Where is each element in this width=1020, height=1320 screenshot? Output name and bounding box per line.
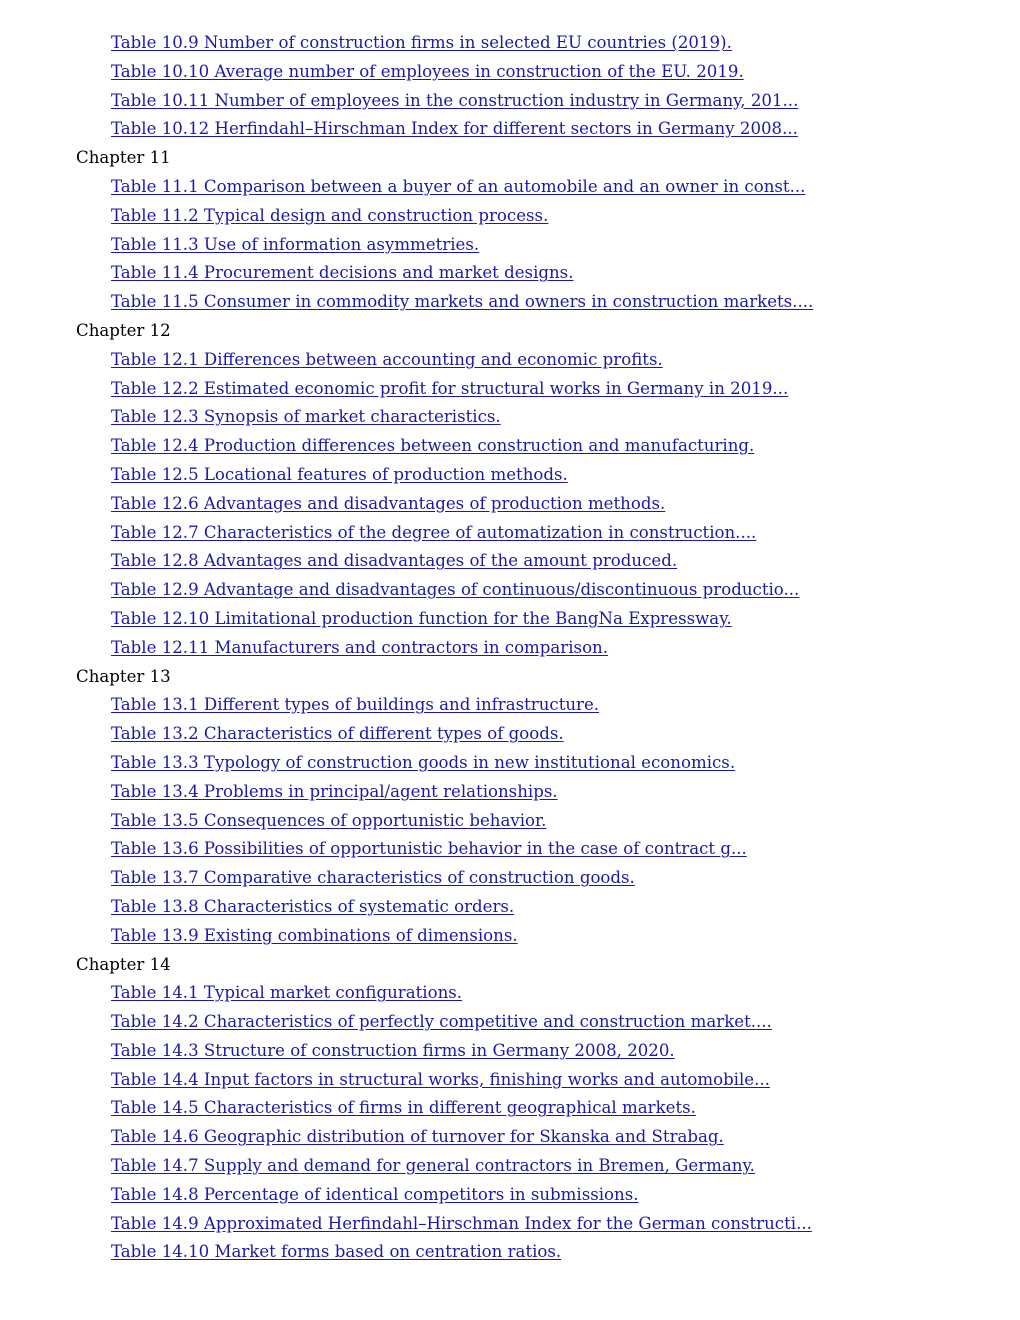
table-link[interactable]: Table 11.5 Consumer in commodity markets and owners in construction markets.... — [111, 292, 814, 312]
table-link[interactable]: Table 13.3 Typology of construction goods in new institutional economics. — [111, 752, 736, 772]
list-item — [0, 375, 1020, 404]
list-item — [0, 634, 1020, 663]
table-link[interactable]: Table 14.4 Input factors in structural works, finishing works and automobile... — [111, 1069, 770, 1089]
list-item — [0, 547, 1020, 576]
chapter-heading: Chapter 12 — [76, 320, 171, 340]
list-item — [0, 58, 1020, 87]
table-link[interactable]: Table 13.8 Characteristics of systematic orders. — [111, 896, 515, 916]
list-item — [0, 922, 1020, 951]
list-item — [0, 1037, 1020, 1066]
table-link[interactable]: Table 10.11 Number of employees in the construction industry in Germany, 201... — [111, 90, 799, 110]
list-item — [0, 864, 1020, 893]
list-item — [0, 490, 1020, 519]
list-item — [0, 1008, 1020, 1037]
table-link[interactable]: Table 12.8 Advantages and disadvantages of the amount produced. — [111, 551, 678, 571]
table-link[interactable]: Table 13.2 Characteristics of different types of goods. — [111, 724, 564, 744]
list-item — [0, 259, 1020, 288]
table-link[interactable]: Table 14.3 Structure of construction firms in Germany 2008, 2020. — [111, 1040, 675, 1060]
table-link[interactable]: Table 14.6 Geographic distribution of turnover for Skanska and Strabag. — [111, 1127, 724, 1147]
list-item — [0, 1210, 1020, 1239]
table-link[interactable]: Table 14.7 Supply and demand for general contractors in Bremen, Germany. — [111, 1156, 755, 1176]
table-link[interactable]: Table 11.3 Use of information asymmetries. — [111, 234, 480, 254]
chapter-heading: Chapter 14 — [76, 954, 171, 974]
list-item — [0, 1094, 1020, 1123]
list-item — [0, 29, 1020, 58]
table-link[interactable]: Table 13.5 Consequences of opportunistic behavior. — [111, 810, 547, 830]
list-item — [0, 461, 1020, 490]
list-item — [0, 1181, 1020, 1210]
list-item — [0, 288, 1020, 317]
list-item — [0, 87, 1020, 116]
list-item — [0, 231, 1020, 260]
list-item — [0, 720, 1020, 749]
list-item — [0, 691, 1020, 720]
list-item — [0, 979, 1020, 1008]
table-link[interactable]: Table 10.9 Number of construction firms in selected EU countries (2019). — [111, 33, 732, 52]
list-item — [0, 115, 1020, 144]
table-link[interactable]: Table 12.1 Differences between accounting and economic profits. — [111, 349, 663, 369]
list-item — [0, 173, 1020, 202]
list-item — [0, 202, 1020, 231]
list-item — [0, 432, 1020, 461]
table-link[interactable]: Table 10.12 Herfindahl–Hirschman Index for different sectors in Germany 2008... — [111, 119, 798, 139]
table-link[interactable]: Table 12.7 Characteristics of the degree of automatization in construction.... — [111, 522, 757, 542]
list-item — [0, 1152, 1020, 1181]
table-link[interactable]: Table 13.4 Problems in principal/agent relationships. — [111, 781, 558, 801]
table-link[interactable]: Table 12.11 Manufacturers and contractors in comparison. — [111, 637, 609, 657]
list-item — [0, 807, 1020, 836]
table-link[interactable]: Table 13.9 Existing combinations of dimensions. — [111, 925, 518, 945]
table-link[interactable]: Table 12.4 Production differences between construction and manufacturing. — [111, 436, 755, 456]
list-item — [0, 1238, 1020, 1267]
list-of-tables — [0, 29, 1020, 1267]
table-link[interactable]: Table 14.8 Percentage of identical competitors in submissions. — [111, 1184, 639, 1204]
list-item — [0, 778, 1020, 807]
list-item — [0, 835, 1020, 864]
list-item — [0, 893, 1020, 922]
table-link[interactable]: Table 12.10 Limitational production function for the BangNa Expressway. — [111, 608, 732, 628]
table-link[interactable]: Table 12.3 Synopsis of market characteristics. — [111, 407, 501, 427]
list-item — [0, 346, 1020, 375]
table-link[interactable]: Table 12.6 Advantages and disadvantages of production methods. — [111, 493, 666, 513]
list-item — [0, 749, 1020, 778]
table-link[interactable]: Table 14.10 Market forms based on centration ratios. — [111, 1242, 562, 1262]
list-item — [0, 403, 1020, 432]
table-link[interactable]: Table 12.2 Estimated economic profit for structural works in Germany in 2019... — [111, 378, 789, 398]
table-link[interactable]: Table 10.10 Average number of employees in construction of the EU. 2019. — [111, 61, 744, 81]
table-link[interactable]: Table 11.1 Comparison between a buyer of an automobile and an owner in const... — [111, 176, 806, 196]
table-link[interactable]: Table 14.5 Characteristics of firms in different geographical markets. — [111, 1098, 696, 1118]
table-link[interactable]: Table 13.1 Different types of buildings and infrastructure. — [111, 695, 600, 715]
table-link[interactable]: Table 14.1 Typical market configurations. — [111, 983, 463, 1003]
table-link[interactable]: Table 14.2 Characteristics of perfectly competitive and construction market.... — [111, 1012, 772, 1032]
table-link[interactable]: Table 13.6 Possibilities of opportunistic behavior in the case of contract g... — [111, 839, 747, 859]
table-link[interactable]: Table 11.2 Typical design and construction process. — [111, 205, 549, 225]
table-link[interactable]: Table 14.9 Approximated Herfindahl–Hirschman Index for the German constructi... — [111, 1213, 812, 1233]
list-item — [0, 1066, 1020, 1095]
table-link[interactable]: Table 12.5 Locational features of production methods. — [111, 464, 568, 484]
list-item — [0, 519, 1020, 548]
list-item — [0, 605, 1020, 634]
chapter-heading: Chapter 11 — [76, 148, 171, 168]
table-link[interactable]: Table 12.9 Advantage and disadvantages of continuous/discontinuous productio... — [111, 580, 800, 600]
list-item — [0, 1123, 1020, 1152]
table-link[interactable]: Table 13.7 Comparative characteristics of construction goods. — [111, 868, 635, 888]
list-item — [0, 576, 1020, 605]
table-link[interactable]: Table 11.4 Procurement decisions and market designs. — [111, 263, 574, 283]
chapter-heading: Chapter 13 — [76, 666, 171, 686]
